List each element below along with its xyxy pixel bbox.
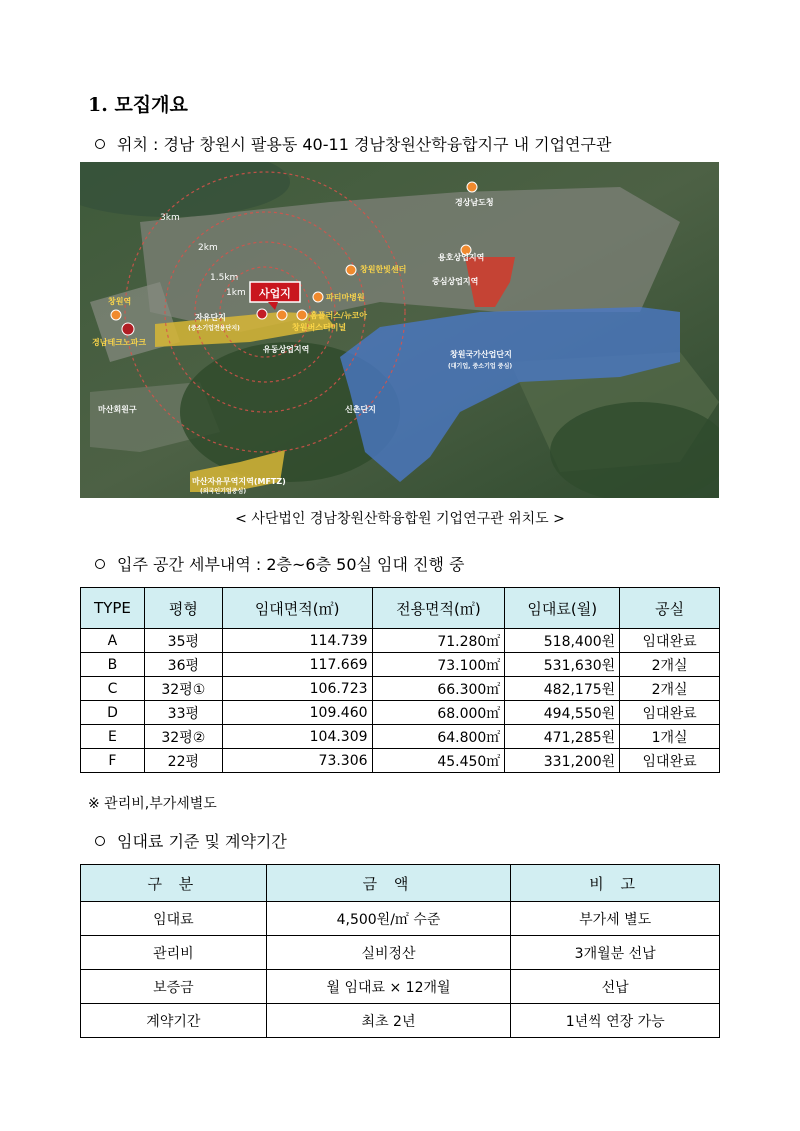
cell-pyeong: 33평 [144,701,222,725]
cell-amount: 최초 2년 [266,1004,511,1038]
ring-2km: 2km [198,243,218,253]
cell-exclusive-area: 66.300㎡ [372,677,505,701]
cell-exclusive-area: 71.280㎡ [372,629,505,653]
map-label-national: 창원국가산업단지 [450,350,512,359]
map-label-hall: 창원한빛센터 [360,265,407,274]
cell-vacancy: 임대완료 [620,629,720,653]
rent-table-header [81,865,720,902]
circle-bullet-icon [95,559,105,569]
map-label-central: 중심상업지역 [432,277,479,286]
col-pyeong: 평형 [144,588,222,629]
ring-3km: 3km [160,213,180,223]
cell-rent: 518,400원 [505,629,620,653]
map-label-jayu-sub: (중소기업전용단지) [188,325,240,332]
cell-remarks: 3개월분 선납 [511,936,720,970]
cell-remarks: 선납 [511,970,720,1004]
map-label-yongho: 용호상업지역 [438,253,485,262]
cell-type: E [81,725,145,749]
space-text: 입주 공간 세부내역 : 2층~6층 50실 임대 진행 중 [117,555,465,574]
space-table-header [81,588,720,629]
cell-type: B [81,653,145,677]
cell-pyeong: 32평② [144,725,222,749]
map-label-station: 창원역 [108,297,132,306]
cell-pyeong: 35평 [144,629,222,653]
table-row [81,1004,720,1038]
cell-vacancy: 임대완료 [620,749,720,773]
cell-vacancy: 2개실 [620,677,720,701]
map-label-gyeongnam-office: 경상남도청 [455,198,494,207]
table-row [81,701,720,725]
table-row [81,749,720,773]
cell-lease-area: 109.460 [222,701,372,725]
cell-pyeong: 36평 [144,653,222,677]
cell-exclusive-area: 64.800㎡ [372,725,505,749]
cell-amount: 4,500원/㎡ 수준 [266,902,511,936]
cell-vacancy: 2개실 [620,653,720,677]
cell-lease-area: 117.669 [222,653,372,677]
cell-rent: 331,200원 [505,749,620,773]
space-line [95,552,465,575]
col-rent: 임대료(월) [505,588,620,629]
cell-type: D [81,701,145,725]
cell-lease-area: 106.723 [222,677,372,701]
table-row [81,725,720,749]
map-label-terminal: 창원버스터미널 [292,323,347,332]
cell-category: 임대료 [81,902,267,936]
site-label: 사업지 [259,287,291,300]
cell-exclusive-area: 45.450㎡ [372,749,505,773]
col-category: 구 분 [81,865,267,902]
cell-amount: 월 임대료 × 12개월 [266,970,511,1004]
cell-lease-area: 104.309 [222,725,372,749]
col-vacancy: 공실 [620,588,720,629]
cell-category: 관리비 [81,936,267,970]
map-image [80,162,719,498]
cell-pyeong: 32평① [144,677,222,701]
map-label-homeplus: 홈플러스/뉴코아 [310,311,368,320]
table-row [81,902,720,936]
cell-rent: 471,285원 [505,725,620,749]
cell-type: F [81,749,145,773]
cell-lease-area: 114.739 [222,629,372,653]
col-type: TYPE [81,588,145,629]
circle-bullet-icon [95,139,105,149]
location-map [80,162,719,498]
cell-vacancy: 임대완료 [620,701,720,725]
cell-type: A [81,629,145,653]
col-remarks: 비 고 [511,865,720,902]
map-label-mftz-sub: (외국인기업중심) [200,488,247,495]
cell-category: 계약기간 [81,1004,267,1038]
rent-text: 임대료 기준 및 계약기간 [117,832,287,851]
map-label-yudong: 유동상업지역 [263,345,310,354]
map-label-hospital: 파티마병원 [326,293,365,302]
ring-1-5km: 1.5km [210,273,239,283]
fee-note: ※ 관리비,부가세별도 [88,796,217,812]
map-label-mftz: 마산자유무역지역(MFTZ) [192,477,286,486]
cell-vacancy: 1개실 [620,725,720,749]
page-title: 1. 모집개요 [88,94,188,116]
map-label-sinchon: 신촌단지 [345,405,376,414]
cell-remarks: 부가세 별도 [511,902,720,936]
rent-line [95,829,287,852]
cell-amount: 실비정산 [266,936,511,970]
cell-category: 보증금 [81,970,267,1004]
location-line [95,132,611,155]
table-row [81,970,720,1004]
cell-pyeong: 22평 [144,749,222,773]
map-label-jayu: 자유단지 [195,313,226,322]
table-row [81,653,720,677]
table-row [81,629,720,653]
space-table [80,587,720,773]
table-row [81,677,720,701]
col-lease-area: 임대면적(㎡) [222,588,372,629]
cell-lease-area: 73.306 [222,749,372,773]
cell-exclusive-area: 73.100㎡ [372,653,505,677]
map-caption: < 사단법인 경남창원산학융합원 기업연구관 위치도 > [235,511,565,527]
location-text: 위치 : 경남 창원시 팔용동 40-11 경남창원산학융합지구 내 기업연구관 [117,135,612,154]
col-exclusive-area: 전용면적(㎡) [372,588,505,629]
col-amount: 금 액 [266,865,511,902]
cell-remarks: 1년씩 연장 가능 [511,1004,720,1038]
map-label-masan-hoewon: 마산회원구 [98,405,137,414]
ring-1km: 1km [226,288,246,298]
cell-type: C [81,677,145,701]
cell-rent: 531,630원 [505,653,620,677]
cell-exclusive-area: 68.000㎡ [372,701,505,725]
rent-table [80,864,720,1038]
circle-bullet-icon [95,836,105,846]
cell-rent: 494,550원 [505,701,620,725]
cell-rent: 482,175원 [505,677,620,701]
map-label-technopark: 경남테크노파크 [92,338,147,347]
table-row [81,936,720,970]
map-label-national-sub: (대기업, 중소기업 중심) [448,363,513,370]
